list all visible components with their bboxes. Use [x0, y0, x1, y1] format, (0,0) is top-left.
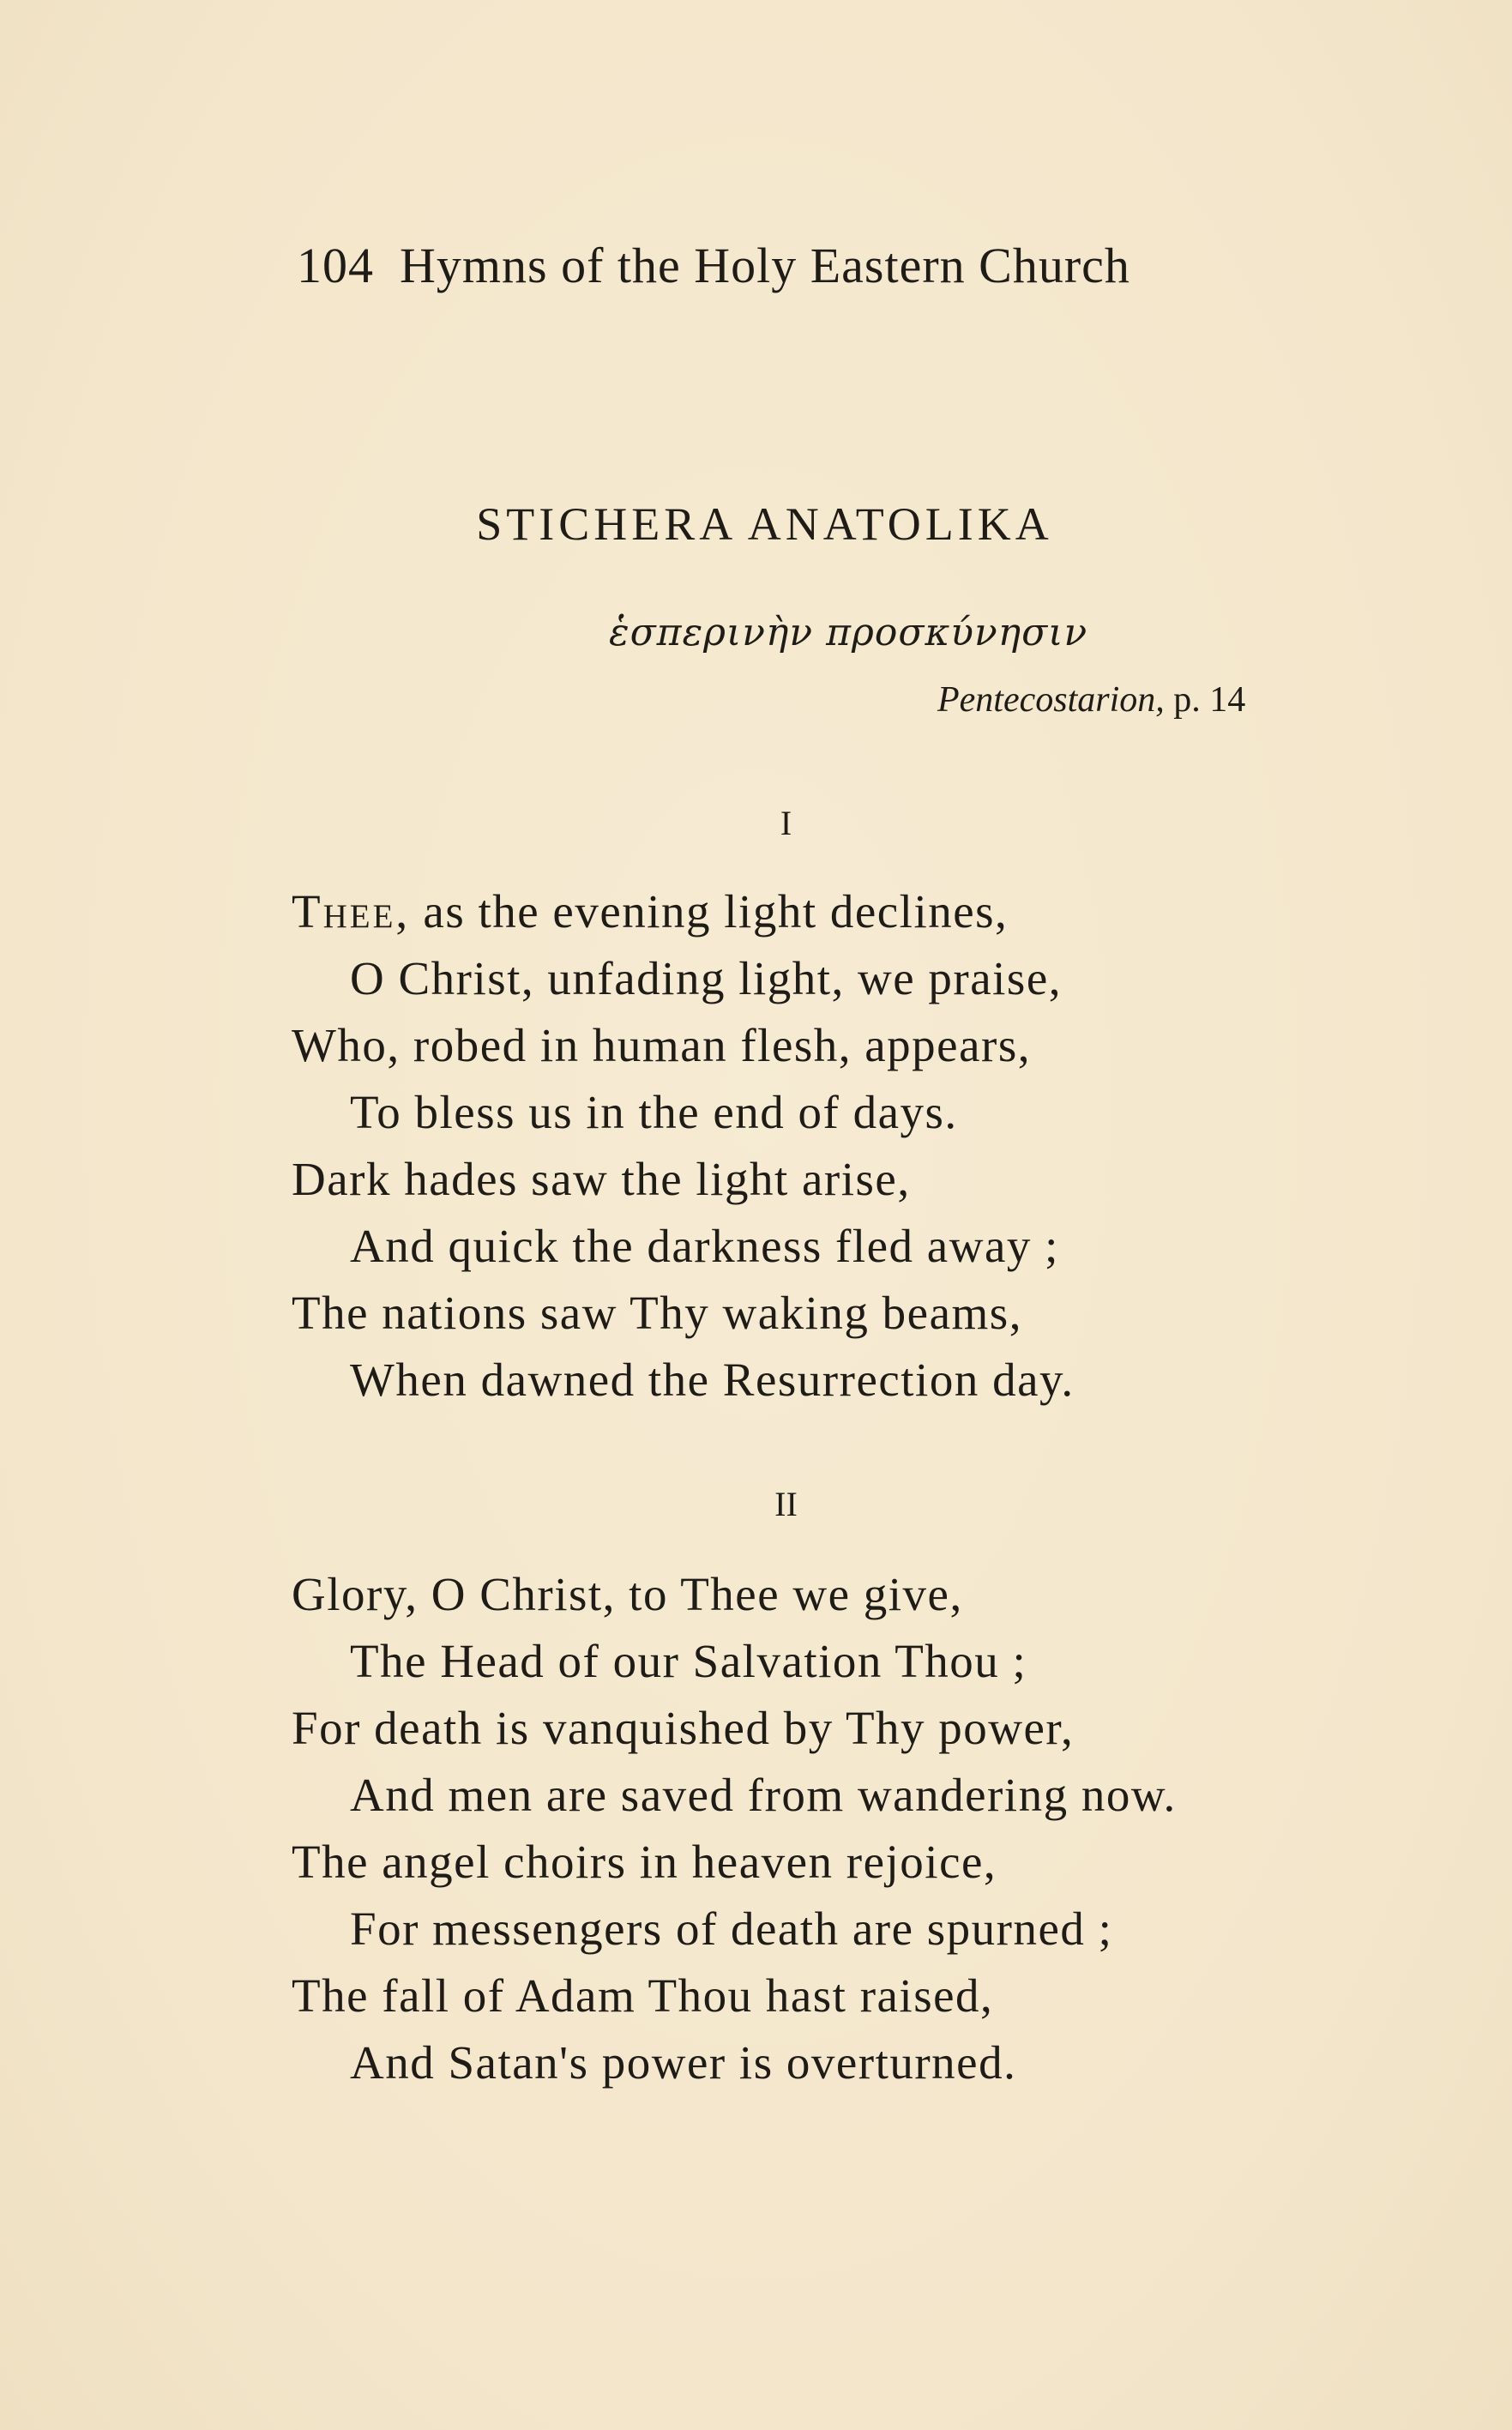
stanza-number-1: I — [780, 804, 792, 842]
stanza-line: For death is vanquished by Thy power, — [292, 1702, 1075, 1754]
stanza-line: The angel choirs in heaven rejoice, — [292, 1836, 997, 1888]
stanza-line: To bless us in the end of days. — [350, 1086, 958, 1138]
stanza-line: When dawned the Resurrection day. — [350, 1354, 1075, 1406]
first-line-rest: as the evening light declines, — [410, 885, 1009, 938]
stanza-line: The fall of Adam Thou hast raised, — [292, 1969, 994, 2022]
stanza-line: The nations saw Thy waking beams, — [292, 1287, 1022, 1339]
stanza-line: Who, robed in human flesh, appears, — [292, 1019, 1031, 1071]
stanza-line: For messengers of death are spurned ; — [350, 1902, 1113, 1955]
stanza-line: O Christ, unfading light, we praise, — [350, 952, 1062, 1004]
stanza-line: And men are saved from wandering now. — [350, 1769, 1177, 1821]
stanza-number-2: II — [774, 1485, 798, 1523]
running-title: Hymns of the Holy Eastern Church — [400, 238, 1130, 293]
source-citation — [937, 679, 1245, 721]
source-book: Pentecostarion, — [937, 680, 1165, 720]
stanza-line: Dark hades saw the light arise, — [292, 1153, 911, 1205]
hymn-title: STICHERA ANATOLIKA — [476, 498, 1053, 550]
source-page: p. 14 — [1173, 680, 1246, 720]
stanza-line: The Head of our Salvation Thou ; — [350, 1635, 1027, 1687]
stanza-line: Glory, O Christ, to Thee we give, — [292, 1568, 963, 1620]
stanza-1 — [292, 878, 1075, 1414]
stanza-line: And quick the darkness fled away ; — [350, 1220, 1059, 1272]
running-head — [297, 237, 1130, 294]
stanza-line — [292, 878, 1075, 945]
first-word: Thee, — [292, 885, 411, 938]
stanza-2 — [292, 1561, 1177, 2096]
stanza-line: And Satan's power is overturned. — [350, 2036, 1017, 2089]
page-number: 104 — [297, 238, 374, 293]
greek-incipit: ἑσπερινὴν προσκύνησιν — [609, 611, 1088, 654]
